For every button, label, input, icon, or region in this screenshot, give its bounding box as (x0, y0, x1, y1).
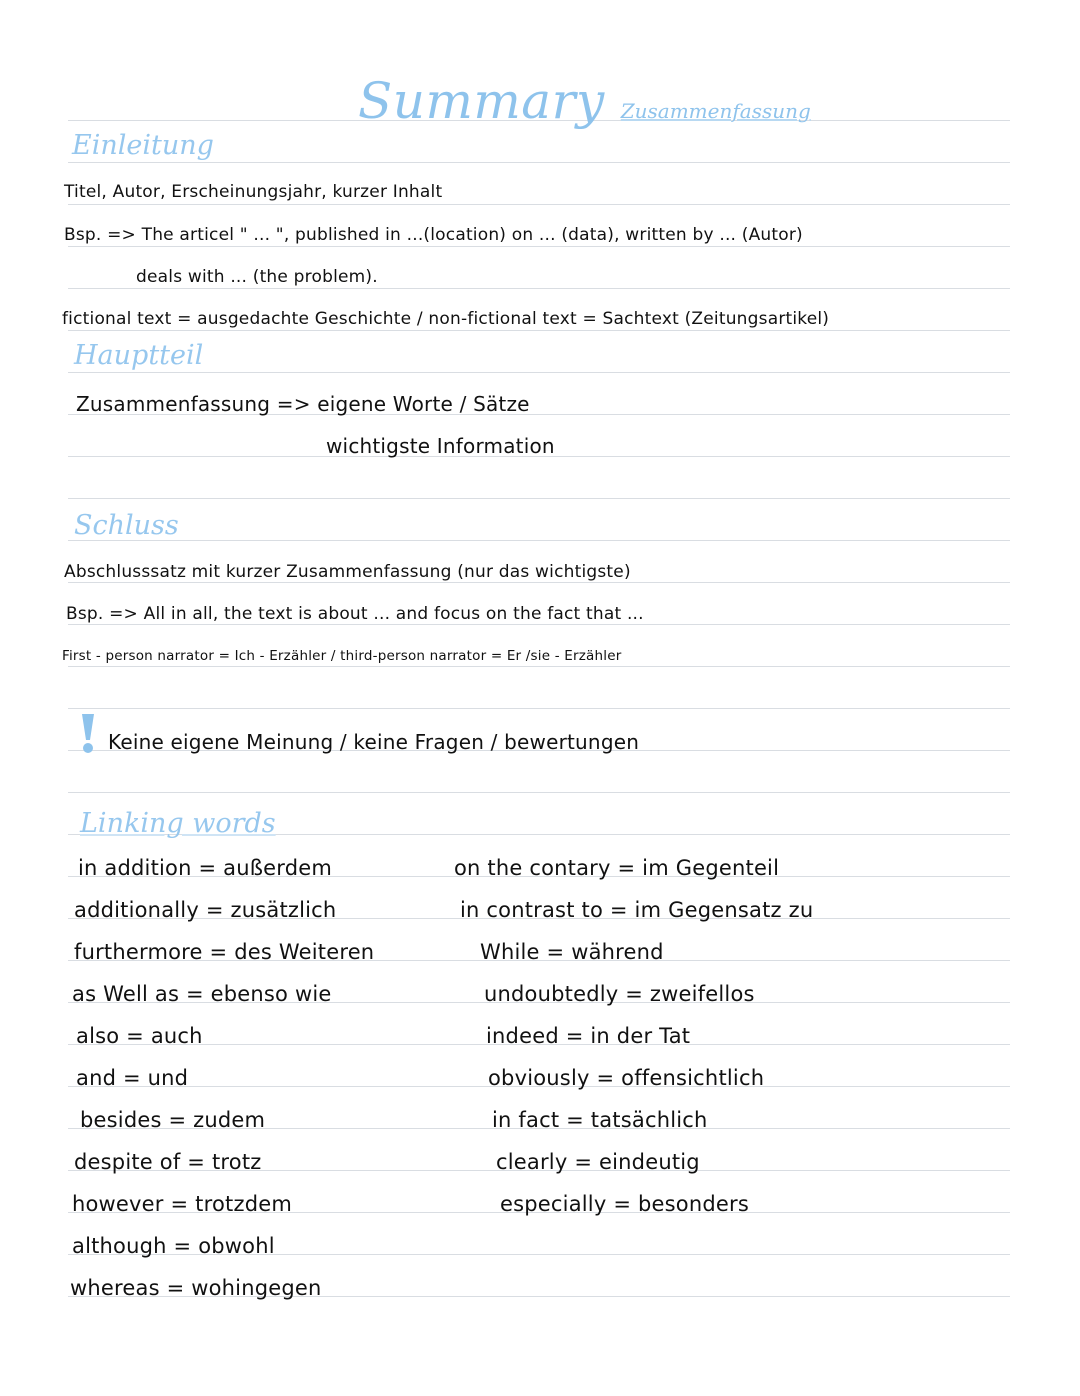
einleitung-line-2: Bsp. => The articel " ... ", published in ...(location) on ... (data), written by ... (Autor) (64, 225, 803, 245)
linking-left-6: and = und (76, 1066, 189, 1090)
rule-line (68, 372, 1010, 373)
linking-right-2: in contrast to = im Gegensatz zu (460, 898, 814, 922)
linking-left-4: as Well as = ebenso wie (72, 982, 332, 1006)
rule-line (68, 792, 1010, 793)
linking-right-5: indeed = in der Tat (486, 1024, 691, 1048)
hauptteil-line-2: wichtigste Information (326, 434, 555, 458)
heading-linking-words: Linking words (80, 808, 276, 839)
exclamation-icon (78, 712, 98, 754)
linking-left-9: however = trotzdem (72, 1192, 292, 1216)
einleitung-line-3: deals with ... (the problem). (136, 267, 378, 287)
heading-einleitung: Einleitung (72, 130, 214, 161)
rule-line (68, 246, 1010, 247)
einleitung-line-1: Titel, Autor, Erscheinungsjahr, kurzer Inhalt (64, 182, 443, 202)
linking-left-10: although = obwohl (72, 1234, 275, 1258)
linking-right-4: undoubtedly = zweifellos (484, 982, 755, 1006)
linking-left-1: in addition = außerdem (78, 856, 333, 880)
linking-right-7: in fact = tatsächlich (492, 1108, 708, 1132)
rule-line (68, 666, 1010, 667)
linking-left-8: despite of = trotz (74, 1150, 262, 1174)
rule-line (68, 708, 1010, 709)
heading-hauptteil: Hauptteil (74, 340, 204, 371)
linking-right-6: obviously = offensichtlich (488, 1066, 765, 1090)
schluss-line-2: Bsp. => All in all, the text is about ... and focus on the fact that ... (66, 604, 644, 624)
page-title: Summary (358, 72, 605, 130)
linking-right-1: on the contary = im Gegenteil (454, 856, 780, 880)
rule-line (68, 330, 1010, 331)
linking-right-9: especially = besonders (500, 1192, 749, 1216)
rule-line (68, 162, 1010, 163)
heading-schluss: Schluss (74, 510, 179, 541)
schluss-line-1: Abschlusssatz mit kurzer Zusammenfassung (nur das wichtigste) (64, 562, 631, 582)
linking-right-3: While = während (480, 940, 664, 964)
rule-line (68, 498, 1010, 499)
linking-left-5: also = auch (76, 1024, 203, 1048)
linking-left-7: besides = zudem (80, 1108, 266, 1132)
note-text: Keine eigene Meinung / keine Fragen / bewertungen (108, 730, 640, 754)
rule-line (68, 582, 1010, 583)
page-header (358, 72, 811, 130)
hauptteil-line-1: Zusammenfassung => eigene Worte / Sätze (76, 392, 530, 416)
linking-right-8: clearly = eindeutig (496, 1150, 700, 1174)
rule-line (68, 540, 1010, 541)
rule-line (68, 288, 1010, 289)
rule-line (68, 204, 1010, 205)
rule-line (68, 624, 1010, 625)
page-subtitle: Zusammenfassung (620, 99, 811, 123)
schluss-line-3: First - person narrator = Ich - Erzähler / third-person narrator = Er /sie - Erzähler (62, 648, 622, 664)
linking-left-11: whereas = wohingegen (70, 1276, 322, 1300)
linking-left-3: furthermore = des Weiteren (74, 940, 375, 964)
linking-left-2: additionally = zusätzlich (74, 898, 337, 922)
einleitung-line-4: fictional text = ausgedachte Geschichte / non-fictional text = Sachtext (Zeitungsartikel) (62, 309, 830, 329)
